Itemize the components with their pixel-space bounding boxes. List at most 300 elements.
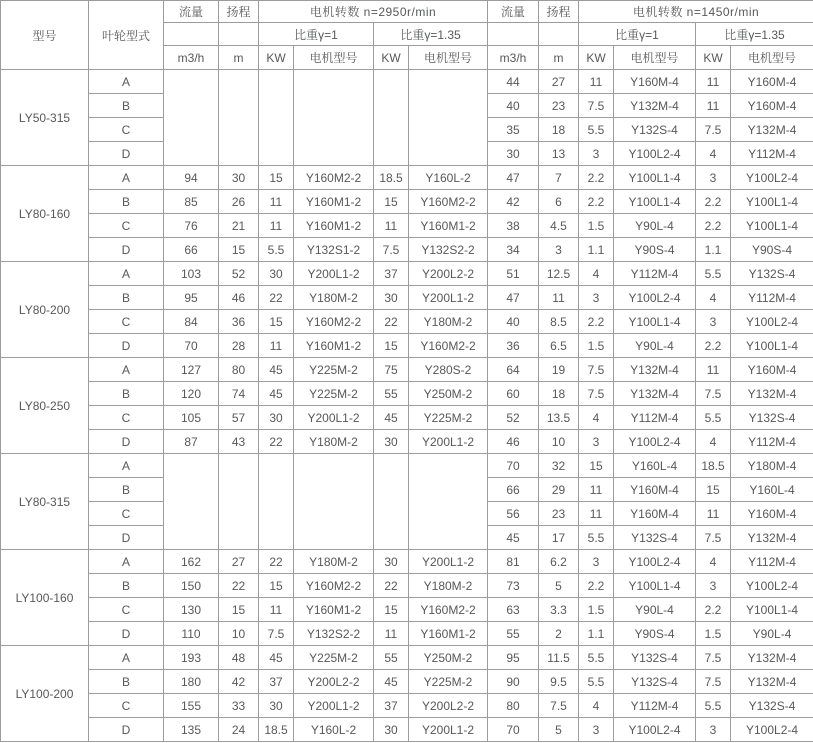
data-cell: Y90S-4 (614, 622, 696, 646)
table-header (1, 1, 813, 70)
data-cell: 3 (539, 238, 579, 262)
data-cell: 44 (488, 70, 539, 94)
data-cell: 34 (488, 238, 539, 262)
model-cell: LY50-315 (1, 70, 89, 166)
data-cell: 105 (164, 406, 219, 430)
data-cell: 75 (374, 358, 409, 382)
col-header-flow-2950: 流量 (164, 1, 219, 23)
impeller-type-cell: D (89, 622, 164, 646)
data-cell: 40 (488, 310, 539, 334)
data-cell: Y160M-4 (731, 358, 813, 382)
data-cell: 30 (374, 550, 409, 574)
table-row (1, 190, 813, 214)
data-cell: 15 (696, 478, 731, 502)
data-cell: Y100L2-4 (614, 718, 696, 742)
data-cell: 64 (488, 358, 539, 382)
data-cell: 11 (696, 502, 731, 526)
model-cell: LY80-160 (1, 166, 89, 262)
data-cell: 33 (219, 694, 259, 718)
data-cell: Y180M-2 (294, 550, 374, 574)
data-cell: Y280S-2 (409, 358, 488, 382)
col-header-speed-2950: 电机转数 n=2950r/min (259, 1, 488, 23)
impeller-type-cell: C (89, 214, 164, 238)
data-cell: 60 (488, 382, 539, 406)
data-cell: 30 (219, 166, 259, 190)
impeller-type-cell: A (89, 550, 164, 574)
data-cell: Y200L1-2 (409, 718, 488, 742)
data-cell: 18 (539, 118, 579, 142)
data-cell: Y132S-4 (614, 670, 696, 694)
data-cell: Y160M2-2 (409, 334, 488, 358)
table-row (1, 262, 813, 286)
data-cell: Y90S-4 (614, 238, 696, 262)
data-cell: 2.2 (696, 190, 731, 214)
data-cell: Y160M1-2 (409, 622, 488, 646)
data-cell: 15 (259, 310, 294, 334)
data-cell: 103 (164, 262, 219, 286)
data-cell: 36 (488, 334, 539, 358)
data-cell: Y132S1-2 (294, 238, 374, 262)
col-header-motor-model: 电机型号 (731, 46, 813, 70)
data-cell: 30 (259, 406, 294, 430)
data-cell: 13 (539, 142, 579, 166)
empty-data-cell (259, 70, 294, 166)
data-cell: 15 (374, 334, 409, 358)
data-cell: 4 (696, 142, 731, 166)
data-cell: Y100L1-4 (614, 190, 696, 214)
empty-data-cell (259, 454, 294, 550)
data-cell: 5.5 (579, 646, 614, 670)
data-cell: Y160M1-2 (294, 190, 374, 214)
data-cell: 4 (579, 406, 614, 430)
data-cell: 2.2 (696, 598, 731, 622)
empty-data-cell (374, 70, 409, 166)
data-cell: Y160M-4 (731, 70, 813, 94)
data-cell: Y180M-2 (409, 574, 488, 598)
model-cell: LY100-200 (1, 646, 89, 742)
empty-header-cell (539, 23, 579, 46)
data-cell: Y160M2-2 (294, 166, 374, 190)
table-row (1, 718, 813, 742)
data-cell: 95 (488, 646, 539, 670)
data-cell: Y112M-4 (614, 694, 696, 718)
impeller-type-cell: A (89, 262, 164, 286)
data-cell: 193 (164, 646, 219, 670)
data-cell: 7.5 (696, 526, 731, 550)
data-cell: 7.5 (374, 238, 409, 262)
data-cell: Y132M-4 (731, 118, 813, 142)
data-cell: Y160L-4 (731, 478, 813, 502)
data-cell: Y100L1-4 (731, 190, 813, 214)
data-cell: 36 (219, 310, 259, 334)
data-cell: 42 (488, 190, 539, 214)
data-cell: 30 (374, 286, 409, 310)
data-cell: 52 (219, 262, 259, 286)
data-cell: Y132M-4 (731, 526, 813, 550)
data-cell: Y90L-4 (614, 598, 696, 622)
empty-data-cell (374, 454, 409, 550)
data-cell: Y100L1-4 (731, 598, 813, 622)
data-cell: Y100L1-4 (614, 166, 696, 190)
data-cell: 9.5 (539, 670, 579, 694)
data-cell: 13.5 (539, 406, 579, 430)
data-cell: 46 (219, 286, 259, 310)
data-cell: Y200L2-2 (409, 262, 488, 286)
data-cell: 3 (696, 310, 731, 334)
table-row (1, 310, 813, 334)
data-cell: 120 (164, 382, 219, 406)
table-row (1, 238, 813, 262)
table-row (1, 574, 813, 598)
data-cell: Y90S-4 (731, 238, 813, 262)
data-cell: Y160M2-2 (409, 598, 488, 622)
data-cell: 2.2 (579, 190, 614, 214)
data-cell: 5.5 (696, 262, 731, 286)
data-cell: 1.1 (696, 238, 731, 262)
col-header-flow-1450: 流量 (488, 1, 539, 23)
data-cell: 55 (488, 622, 539, 646)
data-cell: Y132M-4 (731, 382, 813, 406)
data-cell: Y112M-4 (614, 406, 696, 430)
data-cell: 7.5 (259, 622, 294, 646)
table-row (1, 646, 813, 670)
data-cell: 81 (488, 550, 539, 574)
header-row-1 (1, 1, 813, 23)
data-cell: 66 (488, 478, 539, 502)
data-cell: 11 (539, 286, 579, 310)
data-cell: 3 (579, 430, 614, 454)
data-cell: 4 (579, 694, 614, 718)
data-cell: Y100L2-4 (614, 142, 696, 166)
data-cell: 3.3 (539, 598, 579, 622)
empty-data-cell (164, 70, 219, 166)
data-cell: 15 (219, 238, 259, 262)
table-row (1, 550, 813, 574)
data-cell: Y160M2-2 (294, 310, 374, 334)
data-cell: 135 (164, 718, 219, 742)
data-cell: 5 (539, 718, 579, 742)
data-cell: Y200L1-2 (294, 262, 374, 286)
data-cell: Y132S2-2 (294, 622, 374, 646)
data-cell: Y200L1-2 (294, 406, 374, 430)
data-cell: 70 (164, 334, 219, 358)
col-header-head-unit: m (539, 46, 579, 70)
data-cell: 22 (259, 430, 294, 454)
data-cell: 6 (539, 190, 579, 214)
data-cell: 1.1 (579, 622, 614, 646)
data-cell: Y200L1-2 (409, 550, 488, 574)
data-cell: 45 (259, 358, 294, 382)
data-cell: 23 (539, 502, 579, 526)
data-cell: Y225M-2 (294, 358, 374, 382)
data-cell: 5 (539, 574, 579, 598)
data-cell: Y160M1-2 (294, 598, 374, 622)
data-cell: Y100L2-4 (614, 550, 696, 574)
data-cell: 3 (579, 718, 614, 742)
data-cell: 43 (219, 430, 259, 454)
data-cell: 4 (696, 550, 731, 574)
data-cell: 11 (374, 622, 409, 646)
data-cell: Y132S-4 (614, 526, 696, 550)
data-cell: Y225M-2 (294, 646, 374, 670)
col-header-motor-model: 电机型号 (614, 46, 696, 70)
empty-data-cell (294, 454, 374, 550)
data-cell: Y132S2-2 (409, 238, 488, 262)
data-cell: 11 (259, 334, 294, 358)
impeller-type-cell: C (89, 598, 164, 622)
impeller-type-cell: C (89, 502, 164, 526)
data-cell: 30 (374, 718, 409, 742)
empty-data-cell (219, 70, 259, 166)
data-cell: 1.5 (579, 598, 614, 622)
table-row (1, 334, 813, 358)
table-row (1, 670, 813, 694)
data-cell: 11 (579, 478, 614, 502)
data-cell: 7.5 (696, 118, 731, 142)
col-header-head-2950: 扬程 (219, 1, 259, 23)
data-cell: 180 (164, 670, 219, 694)
model-cell: LY80-315 (1, 454, 89, 550)
data-cell: Y100L2-4 (731, 310, 813, 334)
data-cell: 32 (539, 454, 579, 478)
impeller-type-cell: D (89, 526, 164, 550)
data-cell: 3 (579, 286, 614, 310)
data-cell: 15 (579, 454, 614, 478)
data-cell: Y200L2-2 (294, 670, 374, 694)
col-header-impeller-type: 叶轮型式 (89, 1, 164, 70)
table-body (1, 70, 813, 742)
data-cell: Y160M-4 (614, 70, 696, 94)
table-row (1, 358, 813, 382)
data-cell: 22 (259, 550, 294, 574)
data-cell: Y225M-2 (409, 406, 488, 430)
table-row (1, 598, 813, 622)
data-cell: 11 (696, 94, 731, 118)
data-cell: Y100L1-4 (731, 214, 813, 238)
empty-data-cell (409, 70, 488, 166)
impeller-type-cell: D (89, 718, 164, 742)
table-row (1, 694, 813, 718)
data-cell: Y112M-4 (731, 550, 813, 574)
impeller-type-cell: B (89, 286, 164, 310)
empty-header-cell (164, 23, 219, 46)
impeller-type-cell: A (89, 358, 164, 382)
data-cell: 11 (259, 190, 294, 214)
data-cell: Y100L2-4 (731, 718, 813, 742)
data-cell: 5.5 (579, 526, 614, 550)
impeller-type-cell: B (89, 94, 164, 118)
data-cell: 7.5 (579, 358, 614, 382)
data-cell: 12.5 (539, 262, 579, 286)
data-cell: 22 (219, 574, 259, 598)
table-row (1, 430, 813, 454)
model-cell: LY80-200 (1, 262, 89, 358)
data-cell: Y160M1-2 (409, 214, 488, 238)
data-cell: 4 (696, 286, 731, 310)
data-cell: 45 (259, 646, 294, 670)
data-cell: Y100L1-4 (614, 574, 696, 598)
data-cell: 15 (374, 598, 409, 622)
data-cell: 90 (488, 670, 539, 694)
data-cell: Y132M-4 (731, 646, 813, 670)
data-cell: 95 (164, 286, 219, 310)
data-cell: Y132S-4 (731, 694, 813, 718)
data-cell: 3 (579, 550, 614, 574)
data-cell: 18.5 (259, 718, 294, 742)
data-cell: Y132S-4 (614, 118, 696, 142)
data-cell: 11 (579, 502, 614, 526)
data-cell: 37 (374, 262, 409, 286)
table-row (1, 166, 813, 190)
data-cell: 22 (374, 310, 409, 334)
impeller-type-cell: D (89, 334, 164, 358)
data-cell: Y160M1-2 (294, 334, 374, 358)
col-header-motor-model: 电机型号 (409, 46, 488, 70)
empty-header-cell (219, 23, 259, 46)
data-cell: 1.5 (579, 214, 614, 238)
data-cell: 51 (488, 262, 539, 286)
data-cell: 24 (219, 718, 259, 742)
data-cell: 7.5 (696, 646, 731, 670)
data-cell: 74 (219, 382, 259, 406)
data-cell: Y225M-2 (294, 382, 374, 406)
data-cell: Y160M-4 (614, 478, 696, 502)
data-cell: 55 (374, 382, 409, 406)
data-cell: 26 (219, 190, 259, 214)
data-cell: Y132S-4 (731, 406, 813, 430)
data-cell: 7.5 (579, 382, 614, 406)
data-cell: Y180M-2 (294, 286, 374, 310)
data-cell: Y180M-2 (294, 430, 374, 454)
data-cell: 11 (579, 70, 614, 94)
data-cell: 3 (696, 166, 731, 190)
data-cell: 30 (259, 694, 294, 718)
data-cell: Y132S-4 (614, 646, 696, 670)
data-cell: 56 (488, 502, 539, 526)
data-cell: 2.2 (696, 214, 731, 238)
impeller-type-cell: A (89, 646, 164, 670)
model-cell: LY80-250 (1, 358, 89, 454)
data-cell: 3 (579, 142, 614, 166)
data-cell: 55 (374, 646, 409, 670)
model-cell: LY100-160 (1, 550, 89, 646)
data-cell: 4 (696, 430, 731, 454)
data-cell: 7.5 (696, 382, 731, 406)
data-cell: 1.5 (696, 622, 731, 646)
data-cell: 155 (164, 694, 219, 718)
data-cell: 18 (539, 382, 579, 406)
data-cell: 48 (219, 646, 259, 670)
data-cell: 28 (219, 334, 259, 358)
data-cell: 5.5 (696, 694, 731, 718)
data-cell: 18.5 (696, 454, 731, 478)
data-cell: 47 (488, 166, 539, 190)
col-header-model: 型号 (1, 1, 89, 70)
table-row (1, 70, 813, 94)
empty-data-cell (164, 454, 219, 550)
empty-data-cell (219, 454, 259, 550)
data-cell: Y200L1-2 (294, 694, 374, 718)
data-cell: Y100L2-4 (614, 286, 696, 310)
data-cell: 5.5 (259, 238, 294, 262)
data-cell: Y160M2-2 (294, 574, 374, 598)
data-cell: 17 (539, 526, 579, 550)
data-cell: 3 (696, 574, 731, 598)
data-cell: Y100L2-4 (614, 430, 696, 454)
data-cell: Y160M2-2 (409, 190, 488, 214)
data-cell: Y160M-4 (731, 94, 813, 118)
data-cell: Y132M-4 (614, 94, 696, 118)
data-cell: 73 (488, 574, 539, 598)
col-header-sg1-2950: 比重γ=1 (259, 23, 374, 46)
data-cell: Y160M1-2 (294, 214, 374, 238)
col-header-kw: KW (579, 46, 614, 70)
col-header-kw: KW (259, 46, 294, 70)
data-cell: 22 (374, 574, 409, 598)
data-cell: 42 (219, 670, 259, 694)
data-cell: 66 (164, 238, 219, 262)
impeller-type-cell: A (89, 454, 164, 478)
data-cell: 70 (488, 454, 539, 478)
empty-data-cell (294, 70, 374, 166)
data-cell: 46 (488, 430, 539, 454)
data-cell: 30 (259, 262, 294, 286)
table-row (1, 382, 813, 406)
data-cell: Y112M-4 (731, 430, 813, 454)
data-cell: 15 (374, 190, 409, 214)
table-row (1, 214, 813, 238)
data-cell: 2.2 (579, 574, 614, 598)
data-cell: Y112M-4 (731, 286, 813, 310)
data-cell: 80 (488, 694, 539, 718)
data-cell: 6.5 (539, 334, 579, 358)
data-cell: 47 (488, 286, 539, 310)
data-cell: 76 (164, 214, 219, 238)
data-cell: Y90L-4 (614, 214, 696, 238)
data-cell: 23 (539, 94, 579, 118)
empty-header-cell (488, 23, 539, 46)
col-header-head-unit: m (219, 46, 259, 70)
data-cell: Y225M-2 (409, 670, 488, 694)
data-cell: 110 (164, 622, 219, 646)
impeller-type-cell: B (89, 670, 164, 694)
impeller-type-cell: D (89, 430, 164, 454)
impeller-type-cell: A (89, 166, 164, 190)
data-cell: 27 (219, 550, 259, 574)
impeller-type-cell: C (89, 406, 164, 430)
impeller-type-cell: D (89, 238, 164, 262)
data-cell: 11 (259, 598, 294, 622)
data-cell: 70 (488, 718, 539, 742)
data-cell: 1.5 (579, 334, 614, 358)
data-cell: 15 (259, 574, 294, 598)
data-cell: Y250M-2 (409, 382, 488, 406)
data-cell: 85 (164, 190, 219, 214)
data-cell: 38 (488, 214, 539, 238)
data-cell: 5.5 (696, 406, 731, 430)
impeller-type-cell: D (89, 142, 164, 166)
data-cell: 1.1 (579, 238, 614, 262)
data-cell: 37 (259, 670, 294, 694)
data-cell: 40 (488, 94, 539, 118)
data-cell: 52 (488, 406, 539, 430)
data-cell: 27 (539, 70, 579, 94)
data-cell: 29 (539, 478, 579, 502)
data-cell: 22 (259, 286, 294, 310)
data-cell: 30 (488, 142, 539, 166)
data-cell: Y160M-4 (614, 502, 696, 526)
impeller-type-cell: B (89, 478, 164, 502)
